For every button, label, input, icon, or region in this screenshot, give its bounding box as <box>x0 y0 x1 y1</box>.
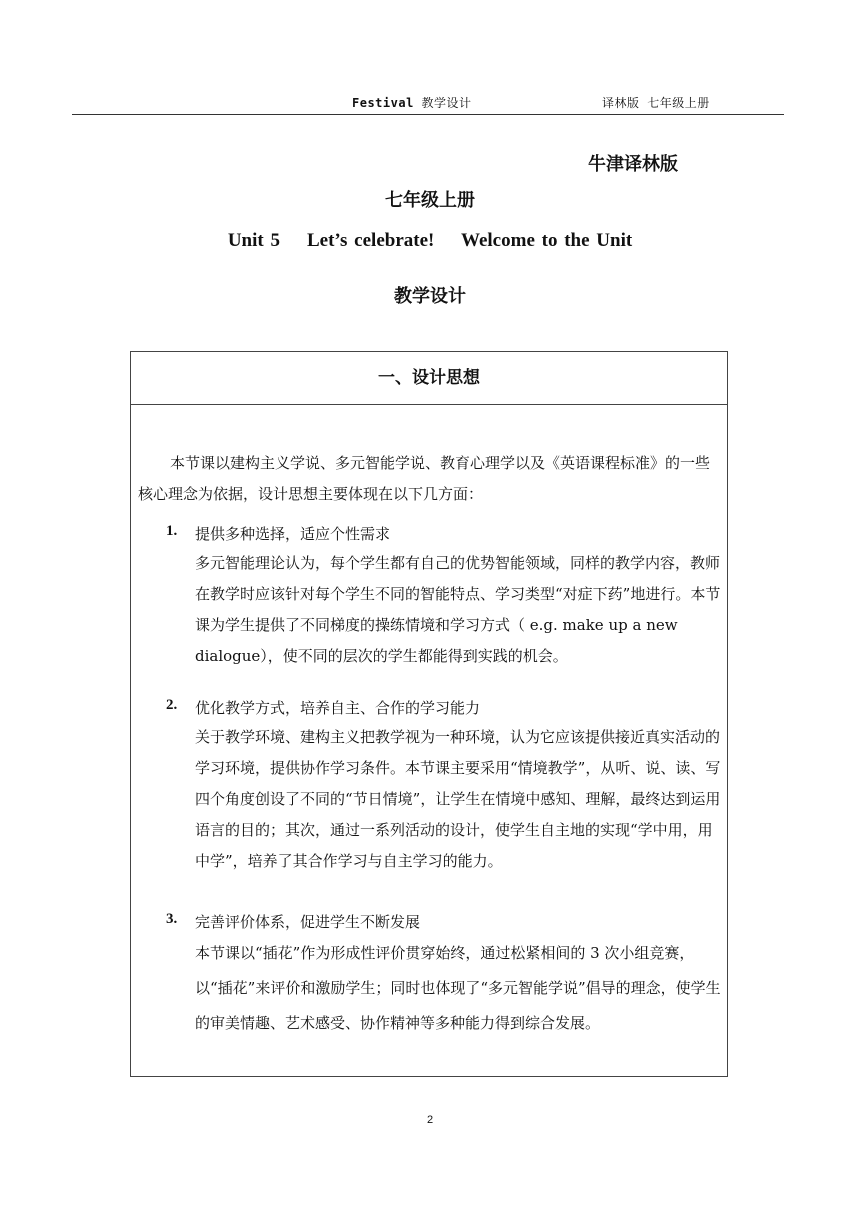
item-body: 多元智能理论认为，每个学生都有自己的优势智能领域，同样的教学内容，教师在教学时应该针对每个学生不同的智能特点、学习类型“对症下药”地进行。本节课为学生提供了不同梯度的操练情境和学习方式（ e.g. make up a new dialogue），使不同的层次的学生都能得到实践的机会。 <box>195 554 721 665</box>
publisher-title: 牛津译林版 <box>588 154 678 175</box>
header-doc-type: 教学设计 <box>421 96 472 110</box>
document-type-title: 教学设计 <box>394 286 466 307</box>
page-number: 2 <box>426 1114 434 1126</box>
item-title: 提供多种选择，适应个性需求 <box>195 525 391 543</box>
item-body: 本节课以“插花”作为形成性评价贯穿始终，通过松紧相间的 3 次小组竞赛，以“插花”来评价和激励学生；同时也体现了“多元智能学说”倡导的理念，使学生的审美情趣、艺术感受、协作精神等多种能力得到综合发展。 <box>195 944 721 1032</box>
section-heading: 一、设计思想 <box>131 352 727 405</box>
grade-title: 七年级上册 <box>385 190 475 211</box>
item-number: 3. <box>166 911 178 927</box>
page-header <box>0 94 860 114</box>
item-number: 1. <box>166 523 178 539</box>
header-right: 译林版 七年级上册 <box>602 96 710 110</box>
intro-paragraph: 本节课以建构主义学说、多元智能学说、教育心理学以及《英语课程标准》的一些核心理念为依据，设计思想主要体现在以下几方面： <box>138 454 711 503</box>
lesson-name: Let’s celebrate! <box>306 230 435 251</box>
section-name: Welcome to the Unit <box>461 230 633 251</box>
unit-title <box>0 230 860 252</box>
item-title: 优化教学方式，培养自主、合作的学习能力 <box>195 699 481 717</box>
item-body: 关于教学环境、建构主义把教学视为一种环境，认为它应该提供接近真实活动的学习环境，提供协作学习条件。本节课主要采用“情境教学”，从听、说、读、写四个角度创设了不同的“节日情境”，让学生在情境中感知、理解，最终达到运用语言的目的；其次，通过一系列活动的设计，使学生自主地的实现“学中用，用中学”，培养了其合作学习与自主学习的能力。 <box>195 728 721 870</box>
header-divider <box>72 114 784 115</box>
item-number: 2. <box>166 697 178 713</box>
header-festival: Festival <box>352 96 414 110</box>
item-title: 完善评价体系，促进学生不断发展 <box>195 913 421 931</box>
unit-number: Unit 5 <box>227 230 280 251</box>
header-left <box>352 94 472 111</box>
